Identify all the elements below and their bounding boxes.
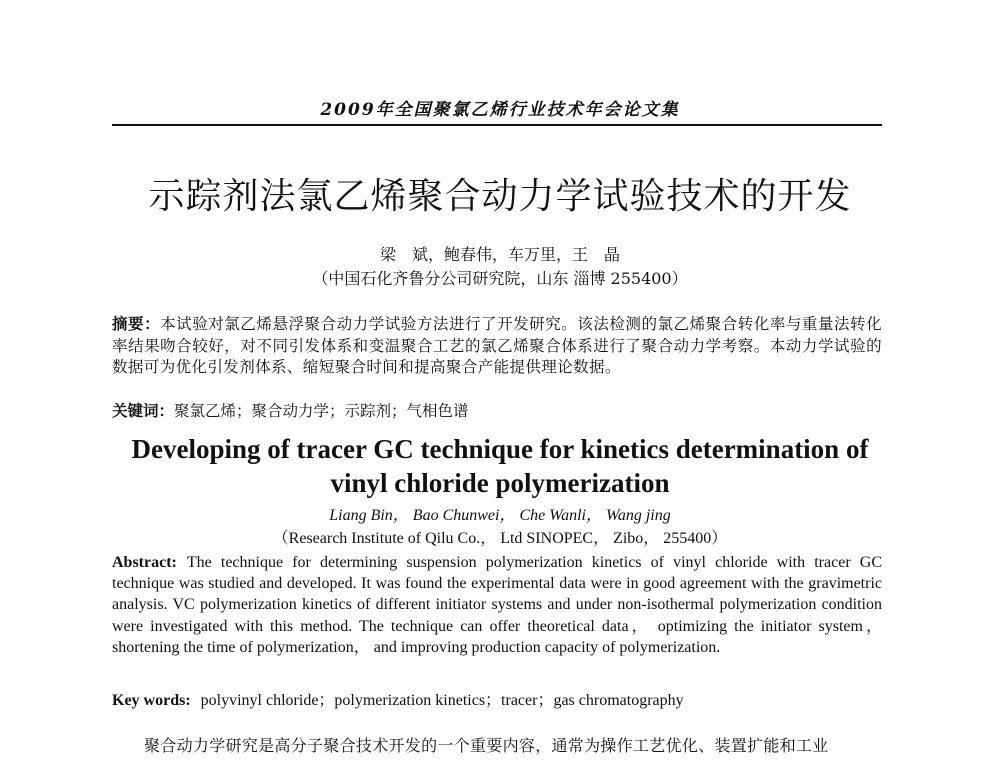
- english-title: Developing of tracer GC technique for kinetics determination of vinyl chloride polymerization: [131, 434, 869, 498]
- chinese-title: 示踪剂法氯乙烯聚合动力学试验技术的开发: [148, 176, 852, 217]
- header-rule: [112, 124, 882, 126]
- chinese-keywords-text: 聚氯乙烯；聚合动力学；示踪剂；气相色谱: [174, 402, 469, 420]
- chinese-keywords: [112, 400, 882, 423]
- chinese-abstract-label: 摘要：: [112, 314, 161, 333]
- english-affiliation: （Research Institute of Qilu Co.， Ltd SINOPEC， Zibo， 255400）: [272, 530, 728, 547]
- running-header: 2009年全国聚氯乙烯行业技术年会论文集: [320, 100, 680, 120]
- english-abstract-text: The technique for determining suspension polymerization kinetics of vinyl chloride with tracer GC technique was studied and developed. It was found the experimental data were in good agreement with the gravimetric analysis. VC polymerization kinetics of different initiator systems and under non-isothermal polymerization condition were investigated with this method. The technique can offer theoretical data， optimizing the initiator system， shortening the time of polymerization， and improving production capacity of polymerization.: [112, 554, 882, 656]
- chinese-affiliation: （中国石化齐鲁分公司研究院，山东 淄博 255400）: [312, 269, 688, 288]
- english-abstract-label: Abstract:: [112, 554, 177, 571]
- english-authors: Liang Bin， Bao Chunwei， Che Wanli， Wang jing: [329, 507, 671, 524]
- english-keywords: [112, 687, 882, 710]
- english-abstract: [112, 552, 882, 658]
- english-keywords-label: Key words:: [112, 692, 191, 709]
- body-paragraph: 聚合动力学研究是高分子聚合技术开发的一个重要内容，通常为操作工艺优化、装置扩能和工业: [144, 736, 829, 755]
- chinese-abstract: [112, 313, 882, 379]
- english-keywords-text: polyvinyl chloride；polymerization kinetics；tracer；gas chromatography: [200, 692, 684, 709]
- chinese-authors: 梁 斌，鲍春伟，车万里，王 晶: [379, 245, 620, 264]
- chinese-keywords-label: 关键词：: [112, 401, 175, 420]
- chinese-abstract-text: 本试验对氯乙烯悬浮聚合动力学试验方法进行了开发研究。该法检测的氯乙烯聚合转化率与重量法转化率结果吻合较好，对不同引发体系和变温聚合工艺的氯乙烯聚合体系进行了聚合动力学考察。本动力学试验的数据可为优化引发剂体系、缩短聚合时间和提高聚合产能提供理论数据。: [112, 315, 882, 376]
